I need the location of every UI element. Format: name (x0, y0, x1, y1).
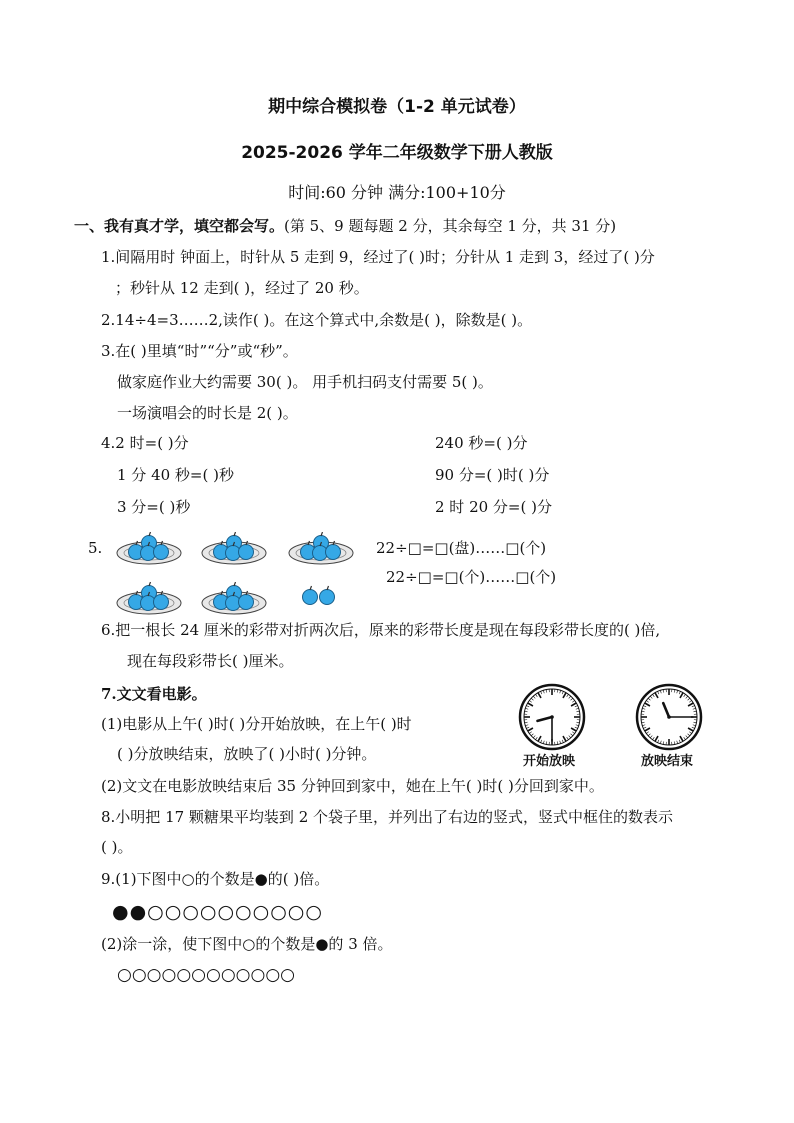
apple-icon (303, 586, 318, 605)
section-heading-title: 一、我有真才学，填空都会写。 (74, 217, 285, 235)
q5-equation-1: 22÷□=□(盘)……□(个) (376, 539, 547, 557)
plate-with-apples (200, 532, 268, 566)
q8-line1: 8.小明把 17 颗糖果平均装到 2 个袋子里，并列出了右边的竖式，竖式中框住的数表示 (101, 808, 674, 826)
q9-dots-row1: ●●○○○○○○○○○○ (112, 901, 323, 923)
q5-number: 5. (88, 539, 103, 557)
q7-line2: ( )分放映结束，放映了( )小时( )分钟。 (117, 745, 377, 763)
clock-end-label: 放映结束 (641, 754, 694, 769)
q4-f: 2 时 20 分=( )分 (435, 498, 552, 516)
q3-line3: 一场演唱会的时长是 2( )。 (117, 404, 298, 422)
q7-line3: (2)文文在电影放映结束后 35 分钟回到家中，她在上午( )时( )分回到家中。 (101, 777, 604, 795)
q9-line1: 9.(1)下图中○的个数是●的( )倍。 (101, 870, 330, 888)
q6-line1: 6.把一根长 24 厘米的彩带对折两次后，原来的彩带长度是现在每段彩带长度的( )倍, (101, 621, 661, 639)
q5-equation-2: 22÷□=□(个)……□(个) (386, 568, 557, 586)
loose-apples (300, 584, 340, 608)
q9-dots-row2: ○○○○○○○○○○○○ (117, 965, 296, 985)
clock-start-icon (518, 683, 586, 751)
section-heading (74, 216, 616, 236)
plate-with-apples (115, 532, 183, 566)
plate-with-apples (287, 532, 355, 566)
clock-start-label: 开始放映 (523, 754, 576, 769)
q4-c: 1 分 40 秒=( )秒 (117, 466, 234, 484)
clock-end-icon (635, 683, 703, 751)
q3-line2: 做家庭作业大约需要 30( )。 用手机扫码支付需要 5( )。 (117, 373, 493, 391)
q1-line2: ；秒针从 12 走到( )，经过了 20 秒。 (115, 279, 369, 297)
exam-subtitle: 2025-2026 学年二年级数学下册人教版 (241, 143, 553, 163)
q8-line2: ( )。 (101, 838, 133, 856)
q9-line2: (2)涂一涂，使下图中○的个数是●的 3 倍。 (101, 935, 393, 953)
time-info: 时间:60 分钟 满分:100+10分 (288, 183, 506, 202)
apple-icon (320, 586, 335, 605)
q1-line1: 1.间隔用时 钟面上，时针从 5 走到 9，经过了( )时；分针从 1 走到 3，经过了( )分 (101, 248, 655, 266)
plate-with-apples (200, 582, 268, 616)
section-heading-note: (第 5、9 题每题 2 分，其余每空 1 分，共 31 分) (284, 217, 617, 235)
exam-title: 期中综合模拟卷（1-2 单元试卷） (268, 97, 526, 117)
q7-title: 7.文文看电影。 (101, 685, 207, 703)
q2-line: 2.14÷4=3……2,读作( )。在这个算式中,余数是( )，除数是( )。 (101, 311, 533, 329)
plate-with-apples (115, 582, 183, 616)
q4-e: 3 分=( )秒 (117, 498, 191, 516)
q4-b: 240 秒=( )分 (435, 434, 528, 452)
q4-d: 90 分=( )时( )分 (435, 466, 550, 484)
q6-line2: 现在每段彩带长( )厘米。 (127, 652, 294, 670)
q3-line1: 3.在( )里填“时”“分”或“秒”。 (101, 342, 298, 360)
q4-a: 4.2 时=( )分 (101, 434, 189, 452)
q7-line1: (1)电影从上午( )时( )分开始放映，在上午( )时 (101, 715, 412, 733)
